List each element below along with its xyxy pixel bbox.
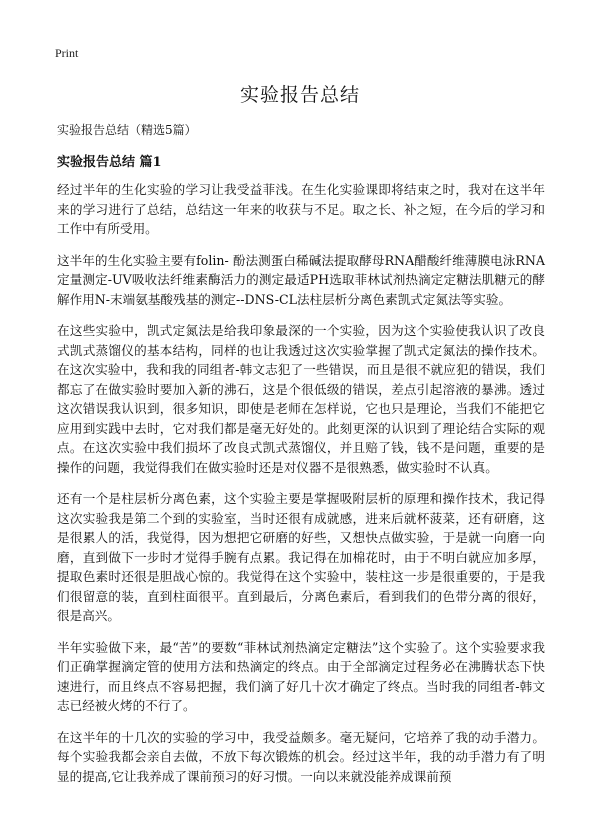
paragraph: 经过半年的生化实验的学习让我受益菲浅。在生化实验课即将结束之时，我对在这半年来的学习进行了总结，总结这一年来的收获与不足。取之长、补之短，在今后的学习和工作中有所受用。 xyxy=(57,182,545,236)
document-subtitle: 实验报告总结（精选5篇） xyxy=(57,123,197,137)
paragraph: 半年实验做下来，最“苦”的要数“菲林试剂热滴定定糖法”这个实验了。这个实验要求我们正确掌握滴定管的使用方法和热滴定的终点。由于全部滴定过程务必在沸腾状态下快速进行，而且终点不容易把握，我们滴了好几十次才确定了终点。当时我的同组者-韩文志已经被火烤的不行了。 xyxy=(57,639,545,713)
paragraph: 在这半年的十几次的实验的学习中，我受益颇多。毫无疑问，它培养了我的动手潜力。每个实验我都会亲自去做，不放下每次锻炼的机会。经过这半年，我的动手潜力有了明显的提高,它让我养成了课前预习的好习惯。一向以来就没能养成课前预 xyxy=(57,729,545,784)
section-heading: 实验报告总结 篇1 xyxy=(57,155,162,170)
article-body xyxy=(57,180,545,798)
paragraph: 这半年的生化实验主要有folin- 酚法测蛋白稀碱法提取酵母RNA醋酸纤维薄膜电泳RNA定量测定-UV吸收法纤维素酶活力的测定最适PH选取菲林试剂热滴定定糖法肌糖元的酵解作用N-末端氨基酸残基的测定--DNS-CL法柱层析分离色素凯式定氮法等实验。 xyxy=(57,252,545,307)
page-title: 实验报告总结 xyxy=(239,84,360,106)
paragraph: 还有一个是柱层析分离色素，这个实验主要是掌握吸附层析的原理和操作技术，我记得这次实验我是第二个到的实验室，当时还很有成就感，进来后就杯菠菜，还有研磨，这是很累人的活，我觉得，因为想把它研磨的好些，又想快点做实验，于是就一向磨一向磨，直到做下一步时才觉得手腕有点累。我记得在加棉花时，由于不明白就应加多厚，提取色素时还很是胆战心惊的。我觉得在这个实验中，装柱这一步是很重要的，于是我们很留意的装，直到柱面很平。直到最后，分离色素后，看到我们的色带分离的很好，很是高兴。 xyxy=(57,491,545,623)
paragraph: 在这些实验中，凯式定氮法是给我印象最深的一个实验，因为这个实验使我认识了改良式凯式蒸馏仪的基本结构，同样的也让我透过这次实验掌握了凯式定氮法的操作技术。在这次实验中，我和我的同组者-韩文志犯了一些错误，而且是很不就应犯的错误，我们都忘了在做实验时要加入新的沸石，这是个很低级的错误，差点引起溶液的暴沸。透过这次错误我认识到，很多知识，即使是老师在怎样说，它也只是理论，当我们不能把它应用到实践中去时，它对我们都是毫无好处的。此刻更深的认识到了理论结合实际的观点。在这次实验中我们损坏了改良式凯式蒸馏仪，并且赔了钱，钱不是问题，重要的是操作的问题，我觉得我们在做实验时还是对仪器不是很熟悉，做实验时不认真。 xyxy=(57,323,545,475)
print-link[interactable]: Print xyxy=(55,46,79,60)
